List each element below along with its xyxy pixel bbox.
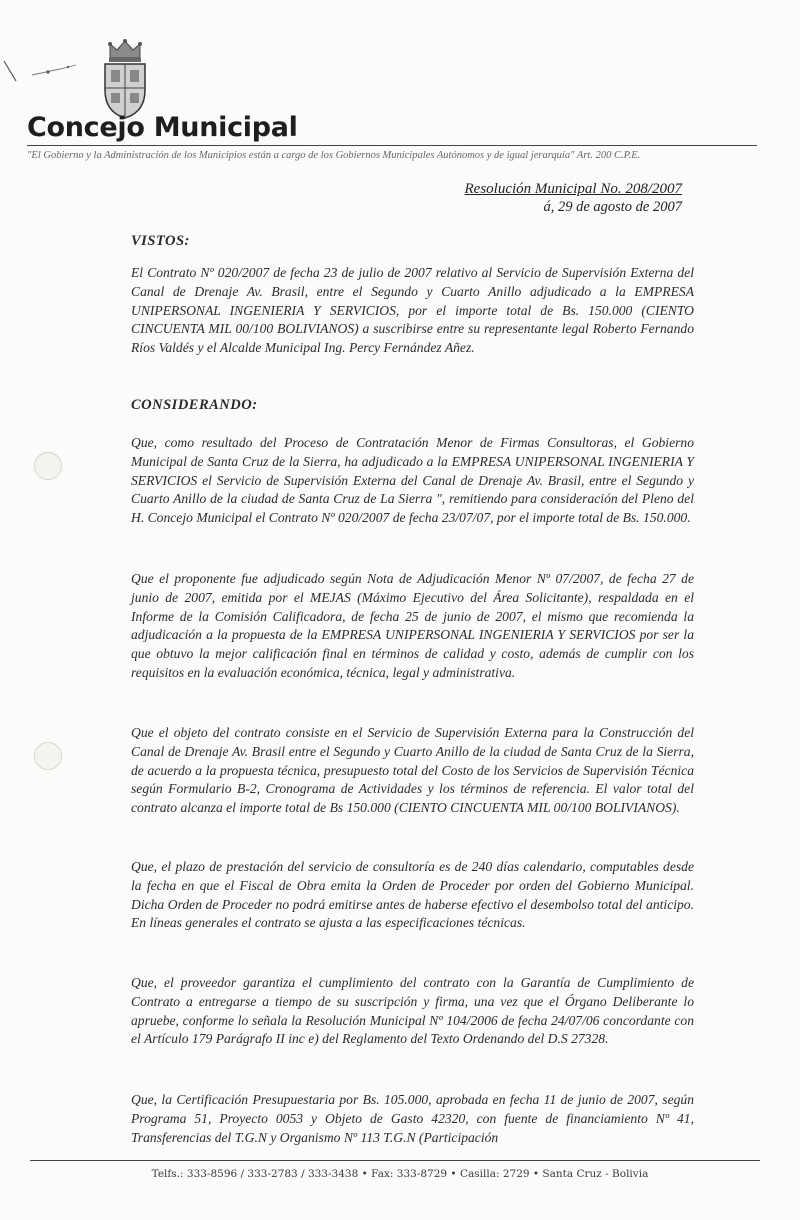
section-heading-considerando: CONSIDERANDO: <box>131 397 258 413</box>
punch-hole <box>34 452 62 480</box>
paragraph-considerando-2: Que el proponente fue adjudicado según Nota de Adjudicación Menor Nº 07/2007, de fecha 27 de junio de 2007, emitida por el MEJAS (Máximo Ejecutivo del Área Solicitante), respaldada en el Informe de la Comisión Calificadora, de fecha 25 de junio de 2007, el mismo que recomienda la adjudicación a la propuesta de la EMPRESA UNIPERSONAL INGENIERIA Y SERVICIOS por ser la que obtuvo la mejor calificación final en términos de calidad y costo, además de cumplir con los requisitos en la evaluación económica, técnica, legal y administrativa. <box>131 571 694 680</box>
section-heading-vistos: VISTOS: <box>131 233 190 249</box>
paragraph-considerando-6: Que, la Certificación Presupuestaria por Bs. 105.000, aprobada en fecha 11 de junio de 2007, según Programa 51, Proyecto 0053 y Objeto de Gasto 42320, con fuente de financiamiento Nº 41, Transferencias del T.G.N y Organismo Nº 113 T.G.N (Participación <box>131 1092 694 1145</box>
municipal-crest-icon <box>100 38 150 120</box>
resolution-title: Resolución Municipal No. 208/2007 <box>464 181 682 197</box>
footer-contact: Telfs.: 333-8596 / 333-2783 / 333-3438 • Fax: 333-8729 • Casilla: 2729 • Santa Cruz - Bolivia <box>151 1168 649 1180</box>
paragraph-considerando-1: Que, como resultado del Proceso de Contratación Menor de Firmas Consultoras, el Gobierno Municipal de Santa Cruz de la Sierra, ha adjudicado a la EMPRESA UNIPERSONAL INGENIERIA Y SERVICIOS el Servicio de Supervisión Externa del Canal de Drenaje Av. Brasil, entre el Segundo y Cuarto Anillo de la ciudad de Santa Cruz de La Sierra ", remitiendo para consideración del Pleno del H. Concejo Municipal el Contrato Nº 020/2007 de fecha 23/07/07, por el importe total de Bs. 150.000. <box>131 435 694 526</box>
header-motto: "El Gobierno y la Administración de los Municipios están a cargo de los Gobiernos Municipales Autónomos y de igual jerarquía" Art. 200 C.P.E. <box>27 150 641 161</box>
paragraph-considerando-3: Que el objeto del contrato consiste en el Servicio de Supervisión Externa para la Construcción del Canal de Drenaje Av. Brasil entre el Segundo y Cuarto Anillo de la ciudad de Santa Cruz de la Sierra, de acuerdo a la propuesta técnica, presupuesto total del Costo de los Servicios de Supervisión Técnica según Formulario B-2, Cronograma de Actividades y los términos de referencia. El valor total del contrato alcanza el importe total de Bs 150.000 (CIENTO CINCUENTA MIL 00/100 BOLIVIANOS). <box>131 725 694 816</box>
footer-divider <box>30 1160 760 1161</box>
punch-hole <box>34 742 62 770</box>
org-name: Concejo Municipal <box>27 112 298 143</box>
paragraph-vistos: El Contrato Nº 020/2007 de fecha 23 de julio de 2007 relativo al Servicio de Supervisión Externa del Canal de Drenaje Av. Brasil, entre el Segundo y Cuarto Anillo adjudicado a la EMPRESA UNIPERSONAL INGENIERIA Y SERVICIOS, por el importe total de Bs. 150.000 (CIENTO CINCUENTA MIL 00/100 BOLIVIANOS) a suscribirse entre su representante legal Roberto Fernando Ríos Valdés y el Alcalde Municipal Ing. Percy Fernández Añez. <box>131 265 694 356</box>
paragraph-considerando-5: Que, el proveedor garantiza el cumplimiento del contrato con la Garantía de Cumplimiento de Contrato a entregarse a tiempo de su suscripción y firma, una vez que el Órgano Deliberante lo apruebe, conforme lo señala la Resolución Municipal Nº 104/2006 de fecha 24/07/06 concordante con el Artículo 179 Parágrafo II inc e) del Reglamento del Texto Ordenando del D.S 27328. <box>131 975 694 1047</box>
paragraph-considerando-4: Que, el plazo de prestación del servicio de consultoría es de 240 días calendario, computables desde la fecha en que el Fiscal de Obra emita la Orden de Proceder por orden del Gobierno Municipal. Dicha Orden de Proceder no podrá emitirse antes de haberse efectivo el desembolso total del anticipo. En líneas generales el contrato se ajusta a las especificaciones técnicas. <box>131 859 694 931</box>
header-divider <box>27 145 757 146</box>
scan-pen-mark <box>2 55 102 95</box>
resolution-date: á, 29 de agosto de 2007 <box>543 199 682 215</box>
